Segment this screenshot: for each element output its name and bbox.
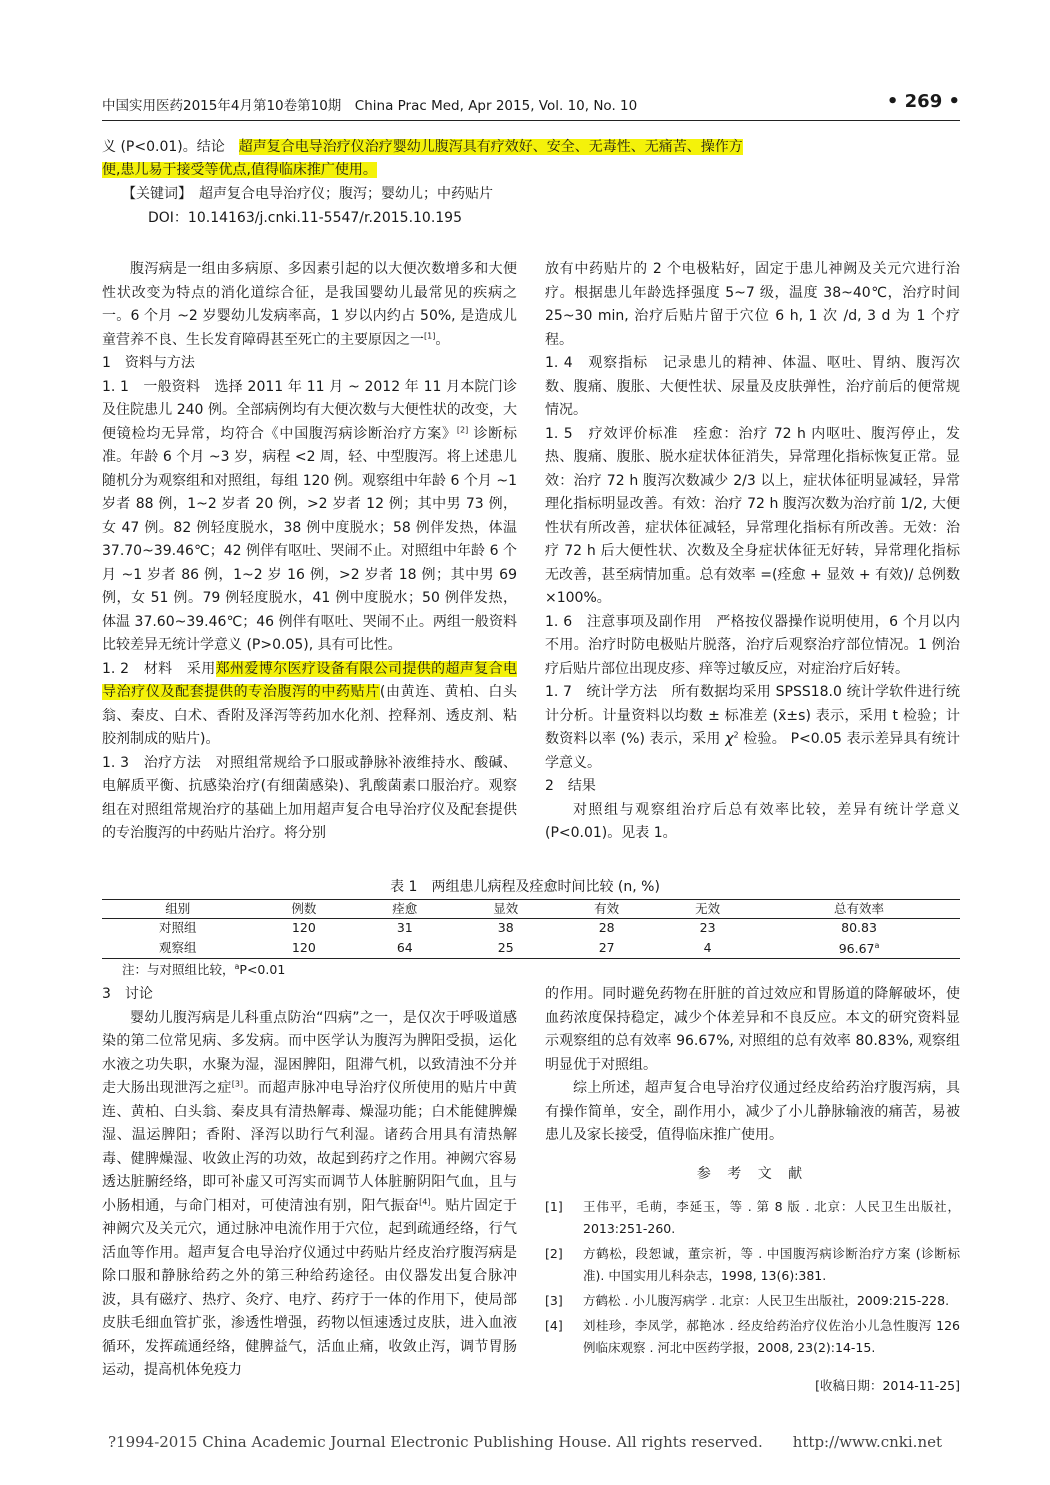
citation-ref: [3]	[231, 1079, 244, 1089]
chi-exponent: 2	[733, 730, 739, 740]
table-header-cell: 痊愈	[392, 901, 418, 916]
reference-text: 王伟平，毛萌，李延玉，等 . 第 8 版 . 北京：人民卫生出版社，2013:251-260.	[583, 1199, 960, 1236]
header-rule	[102, 120, 960, 121]
mean-sd-symbol: x̄±s	[778, 707, 806, 724]
reference-item	[545, 1196, 960, 1240]
table-header-cell: 有效	[594, 901, 620, 916]
highlighted-conclusion: 超声复合电导治疗仪治疗婴幼儿腹泻具有疗效好、安全、无毒性、无痛苦、操作方	[238, 139, 743, 155]
paragraph-text: 婴幼儿腹泻病是儿科重点防治“四病”之一，是仅次于呼吸道感染的第二位常见病、多发病。而中医学认为腹泻为脾阳受损，运化水液之功失职，水聚为湿，湿困脾阳，阻滞气机，以致清浊不分并走大肠出现泄泻之症	[102, 1009, 517, 1096]
table-cell: 80.83	[841, 920, 877, 935]
section-heading: 1 资料与方法	[102, 355, 195, 371]
table-cell: 23	[699, 920, 716, 935]
citation-ref: [4]	[419, 1196, 431, 1206]
table-header-cell: 组别	[165, 901, 191, 916]
table-cell: 31	[396, 920, 413, 935]
paragraph-text: (由黄连、黄柏、白头翁、秦皮、白术、香附及泽泻等药加水化剂、控释剂、透皮剂、粘胶剂制成的贴片)。	[102, 684, 518, 747]
body-paragraph: 放有中药贴片的 2 个电极粘好，固定于患儿神阙及关元穴进行治疗。根据患儿年龄选择强度 5~7 级，温度 38~40℃，治疗时间 25~30 min, 治疗后贴片留于穴位 6 h, 1 次 /d, 3 d 为 1 个疗程。	[545, 261, 960, 348]
abstract-conclusion	[102, 136, 960, 159]
reference-number: [4]	[545, 1318, 563, 1333]
citation-ref: [2]	[456, 424, 469, 434]
table-cell: 28	[598, 920, 615, 935]
left-column-top	[102, 258, 517, 846]
body-paragraph: 综上所述，超声复合电导治疗仪通过经皮给药治疗腹泻病，具有操作简单，安全，副作用小，减少了小儿静脉输液的痛苦，易被患儿及家长接受，值得临床推广使用。	[545, 1080, 960, 1143]
paragraph-text: 诊断标准。年龄 6 个月 ~3 岁，病程 <2 周，轻、中型腹泻。将上述患儿随机分为观察组和对照组，每组 120 例。观察组中年龄 6 个月 ~1 岁者 88 例，1~2 岁者 20 例，>2 岁者 12 例；其中男 73 例，女 47 例。82 例轻度脱水，38 例中度脱水；58 例伴发热，体温 37.70~39.46℃；42 例伴有呕吐、哭闹不止。对照组中年龄 6 个月 ~1 岁者 86 例，1~2 岁 16 例，>2 岁者 18 例；其中男 69 例，女 51 例。79 例轻度脱水，41 例中度脱水；50 例伴发热，体温 37.60~39.46℃；46 例伴有呕吐、哭闹不止。两组一般资料比较差异无统计学意义 (P>0.05), 具有可比性。	[102, 425, 518, 653]
table-cell: 38	[497, 920, 514, 935]
citation-ref: [1]	[424, 330, 436, 340]
reference-text: 方鹤松 . 小儿腹泻病学 . 北京：人民卫生出版社，2009:215-228.	[583, 1293, 950, 1308]
highlighted-material: 郑州爱博尔医疗设备有限公司提供的超声复合电导治疗仪及配套提供的专治腹泻的中药贴片	[102, 660, 517, 700]
abstract-conclusion-label: 义 (P<0.01)。结论	[102, 139, 225, 155]
body-paragraph: 1. 6 注意事项及副作用 严格按仪器操作说明使用，6 个月以内不用。治疗时防电极贴片脱落，治疗后观察治疗部位情况。1 例治疗后贴片部位出现皮疹、痒等过敏反应，对症治疗后好转。	[545, 613, 960, 677]
table-header-cell: 总有效率	[834, 901, 885, 916]
right-column-top	[545, 258, 960, 846]
right-column-bottom	[545, 983, 960, 1148]
section-heading: 3 讨论	[102, 986, 153, 1002]
table-cell: 27	[598, 939, 615, 955]
table-cell: 4	[703, 939, 712, 955]
cell-value: 96.67	[838, 941, 875, 957]
reference-text: 刘桂珍，李凤学，郝艳冰 . 经皮给药治疗仪佐治小儿急性腹泻 126 例临床观察 . 河北中医药学报，2008, 23(2):14-15.	[583, 1318, 960, 1355]
doi: DOI：10.14163/j.cnki.11-5547/r.2015.10.195	[148, 210, 463, 226]
reference-item	[545, 1290, 960, 1312]
table-header-cell: 显效	[493, 901, 519, 916]
results-table	[102, 899, 960, 959]
body-paragraph: 1. 5 疗效评价标准 痊愈：治疗 72 h 内呕吐、腹泻停止，发热、腹痛、腹胀、脱水症状体征消失，异常理化指标恢复正常。显效：治疗 72 h 腹泻次数减少 2/3 以上，症状体征明显减轻，异常理化指标明显改善。有效：治疗 72 h 腹泻次数为治疗前 1/2, 大便性状有所改善，症状体征减轻，异常理化指标有所改善。无效：治疗 72 h 后大便性状、次数及全身症状体征无好转，异常理化指标无改善，甚至病情加重。总有效率 =(痊愈 + 显效 + 有效)/ 总例数 ×100%。	[545, 425, 960, 606]
paragraph-text: 1. 2 材料 采用	[102, 660, 216, 677]
paragraph-text: 。而超声脉冲电导治疗仪所使用的贴片中黄连、黄柏、白头翁、秦皮具有清热解毒、燥湿功能；白术能健脾燥湿、温运脾阳；香附、泽泻以助行气利湿。诸药合用具有清热解毒、健脾燥湿、收敛止泻的功效，故起到药疗之作用。神阙穴容易透达脏腑经络，即可补虚又可泻实而调节人体脏腑阴阳气血，且与小肠相通，与命门相对，可使清浊有别，阳气振奋	[102, 1080, 518, 1214]
received-date: [收稿日期：2014-11-25]	[815, 1378, 960, 1393]
left-column-bottom	[102, 983, 517, 1383]
table-row	[102, 919, 960, 938]
section-heading: 2 结果	[545, 778, 596, 794]
table-cell: 观察组	[158, 939, 197, 955]
body-paragraph	[545, 681, 960, 775]
reference-item	[545, 1315, 960, 1359]
body-paragraph	[102, 258, 517, 352]
body-paragraph: 对照组与观察组治疗后总有效率比较，差异有统计学意义 (P<0.01)。见表 1。	[545, 801, 960, 841]
paragraph-text: 1. 1 一般资料 选择 2011 年 11 月 ~ 2012 年 11 月本院门诊及住院患儿 240 例。全部病例均有大便次数与大便性状的改变，大便镜检均无异常，均符合《中国腹泻病诊断治疗方案》	[102, 378, 517, 442]
body-paragraph	[102, 1007, 517, 1383]
reference-number: [3]	[545, 1293, 563, 1308]
table-note	[122, 960, 285, 978]
paragraph-text: ) 表示，采用 t 检验；计数资料以率 (%) 表示，采用	[545, 707, 960, 747]
references-heading: 参 考 文 献	[696, 1166, 809, 1182]
reference-number: [1]	[545, 1199, 563, 1214]
note-text: P<0.01	[239, 962, 286, 977]
table-cell: 64	[396, 939, 413, 955]
significance-marker: a	[234, 961, 240, 971]
table-cell	[758, 937, 960, 959]
reference-item	[545, 1243, 960, 1287]
table-cell: 25	[497, 939, 514, 955]
significance-marker: a	[874, 941, 880, 950]
note-text: 注：与对照组比较，	[122, 962, 235, 977]
page-number: • 269 •	[886, 91, 960, 112]
table-header-cell: 例数	[291, 901, 317, 916]
paragraph-text: 。	[435, 331, 450, 348]
reference-number: [2]	[545, 1246, 563, 1261]
paragraph-text: 。贴片固定于神阙穴及关元穴，通过脉冲电流作用于穴位，起到疏通经络，行气活血等作用。超声复合电导治疗仪通过中药贴片经皮治疗腹泻病是除口服和静脉给药之外的第三种给药途径。由仪器发出复合脉冲波，具有磁疗、热疗、灸疗、电疗、药疗于一体的作用下，使局部皮肤毛细血管扩张，渗透性增强，药物以恒速透过皮肤，进入血液循环，发挥疏通经络，健脾益气，活血止痛，收敛止泻，调节胃肠运动，提高机体免疫力	[102, 1197, 518, 1378]
table-cell: 对照组	[158, 920, 197, 935]
body-paragraph: 1. 3 治疗方法 对照组常规给予口服或静脉补液维持水、酸碱、电解质平衡、抗感染治疗(有细菌感染)、乳酸菌素口服治疗。观察组在对照组常规治疗的基础上加用超声复合电导治疗仪及配套提供的专治腹泻的中药贴片治疗。将分别	[102, 754, 517, 841]
running-header	[102, 91, 960, 116]
copyright-footer: ?1994-2015 China Academic Journal Electronic Publishing House. All rights reserved. http://www.cnki.net	[107, 1433, 943, 1451]
keywords: 【关键词】 超声复合电导治疗仪；腹泻；婴幼儿；中药贴片	[122, 186, 493, 202]
table-header-row	[102, 900, 960, 919]
paragraph-text: 检验。 P<0.05 表示差异具有统计学意义。	[545, 731, 960, 771]
highlighted-conclusion-end: 便,患儿易于接受等优点,值得临床推广使用。	[102, 162, 377, 178]
body-paragraph	[102, 376, 517, 658]
table-row	[102, 937, 960, 959]
reference-list	[545, 1196, 960, 1362]
table-cell: 120	[291, 939, 316, 955]
table-title: 表 1 两组患儿病程及痊愈时间比较 (n, %)	[390, 879, 660, 895]
reference-text: 方鹤松，段恕诚，董宗祈，等 . 中国腹泻病诊断治疗方案 (诊断标准). 中国实用儿科杂志，1998, 13(6):381.	[583, 1246, 960, 1283]
abstract-conclusion-line2	[102, 159, 960, 182]
chi-symbol: χ	[725, 731, 734, 747]
paragraph-text: 腹泻病是一组由多病原、多因素引起的以大便次数增多和大便性状改变为特点的消化道综合征，是我国婴幼儿最常见的疾病之一。6 个月 ~2 岁婴幼儿发病率高，1 岁以内约占 50%, 是造成儿童营养不良、生长发育障碍甚至死亡的主要原因之一	[102, 261, 517, 348]
table-cell: 120	[291, 920, 316, 935]
journal-citation: 中国实用医药2015年4月第10卷第10期 China Prac Med, Apr 2015, Vol. 10, No. 10	[102, 98, 638, 114]
paragraph-text: 1. 7 统计学方法 所有数据均采用 SPSS18.0 统计学软件进行统计分析。计量资料以均数 ± 标准差 (	[545, 684, 960, 724]
body-paragraph: 1. 4 观察指标 记录患儿的精神、体温、呕吐、胃纳、腹泻次数、腹痛、腹胀、大便性状、尿量及皮肤弹性，治疗前后的便常规情况。	[545, 355, 960, 418]
body-paragraph	[102, 658, 517, 752]
body-paragraph: 的作用。同时避免药物在肝脏的首过效应和胃肠道的降解破坏，使血药浓度保持稳定，减少个体差异和不良反应。本文的研究资料显示观察组的总有效率 96.67%, 对照组的总有效率 80.83%, 观察组明显优于对照组。	[545, 986, 960, 1073]
table-header-cell: 无效	[695, 901, 721, 916]
